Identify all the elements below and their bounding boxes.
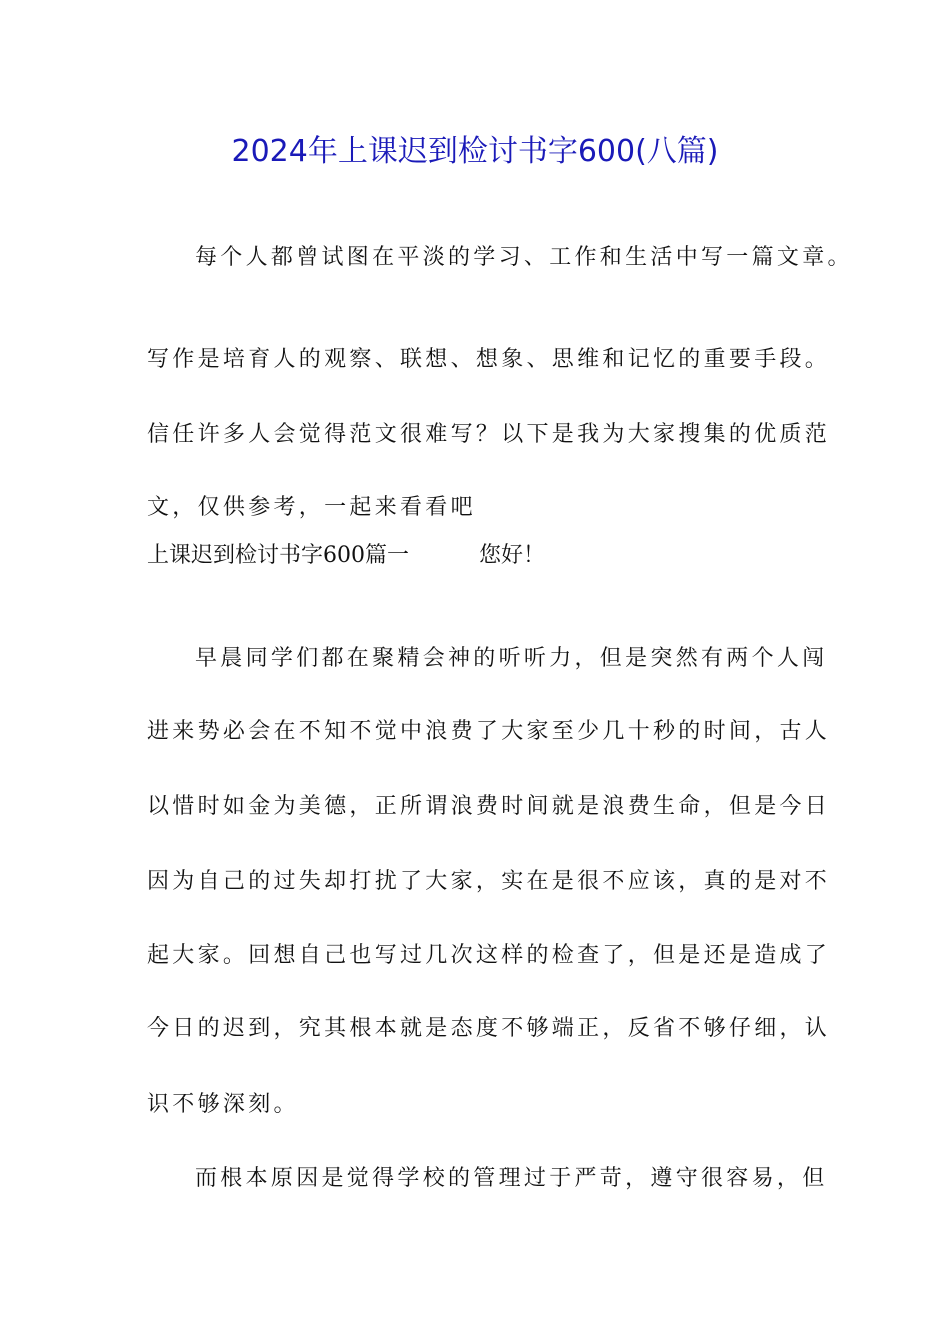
intro-line: 写作是培育人的观察、联想、想象、思维和记忆的重要手段。 bbox=[147, 347, 831, 372]
paragraph-line: 而根本原因是觉得学校的管理过于严苛，遵守很容易，但 bbox=[195, 1166, 828, 1191]
section-heading: 上课迟到检讨书字600篇一 bbox=[147, 543, 409, 568]
paragraph-line: 今日的迟到，究其根本就是态度不够端正，反省不够仔细，认 bbox=[147, 1016, 831, 1041]
section-heading-row bbox=[147, 541, 546, 571]
paragraph-line: 进来势必会在不知不觉中浪费了大家至少几十秒的时间，古人 bbox=[147, 719, 831, 744]
paragraph-line: 早晨同学们都在聚精会神的听听力，但是突然有两个人闯 bbox=[195, 646, 828, 671]
paragraph-line: 起大家。回想自己也写过几次这样的检查了，但是还是造成了 bbox=[147, 943, 831, 968]
paragraph-line: 识不够深刻。 bbox=[147, 1092, 299, 1117]
intro-line: 每个人都曾试图在平淡的学习、工作和生活中写一篇文章。 bbox=[195, 245, 853, 270]
paragraph-line: 以惜时如金为美德，正所谓浪费时间就是浪费生命，但是今日 bbox=[147, 794, 831, 819]
document-title: 2024年上课迟到检讨书字600(八篇) bbox=[231, 134, 719, 169]
greeting: 您好！ bbox=[479, 543, 546, 568]
paragraph-line: 因为自己的过失却打扰了大家，实在是很不应该，真的是对不 bbox=[147, 869, 831, 894]
intro-line: 信任许多人会觉得范文很难写？以下是我为大家搜集的优质范 bbox=[147, 422, 831, 447]
intro-line: 文，仅供参考，一起来看看吧 bbox=[147, 495, 476, 520]
